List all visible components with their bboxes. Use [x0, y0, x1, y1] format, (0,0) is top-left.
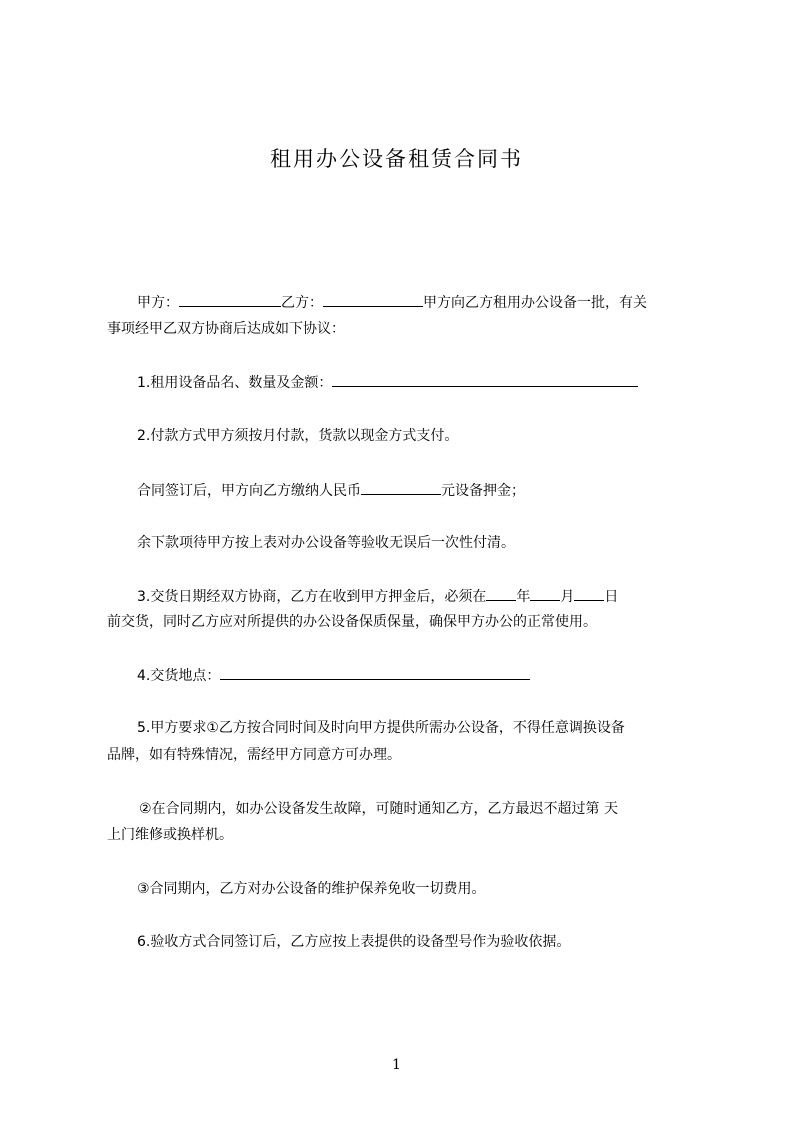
item-1-blank — [332, 372, 638, 387]
day-blank — [574, 586, 604, 601]
item-4-label: 4.交货地点： — [137, 668, 221, 684]
item-3-text: 3.交货日期经双方协商，乙方在收到甲方押金后，必须在 — [137, 589, 487, 605]
deposit-before: 合同签订后，甲方向乙方缴纳人民币 — [137, 483, 361, 499]
clause-3: ③合同期内，乙方对办公设备的维护保养免收一切费用。 — [137, 881, 486, 897]
party-b-blank — [323, 292, 423, 307]
party-b-label: 乙方： — [281, 295, 323, 311]
item-4 — [137, 665, 530, 686]
intro-line-2: 事项经甲乙双方协商后达成如下协议： — [107, 321, 345, 337]
year-blank — [486, 586, 516, 601]
item-5-line-1: 5.甲方要求①乙方按合同时间及时向甲方提供所需办公设备，不得任意调换设备 — [137, 720, 625, 736]
month-blank — [530, 586, 560, 601]
party-a-blank — [179, 292, 281, 307]
deposit-line — [137, 480, 525, 501]
intro-text: 甲方向乙方租用办公设备一批，有关 — [423, 295, 647, 311]
item-3-line-1 — [137, 586, 618, 607]
item-6: 6.验收方式合同签订后，乙方应按上表提供的设备型号作为验收依据。 — [137, 934, 571, 950]
clause-2-line-1: ②在合同期内，如办公设备发生故障，可随时通知乙方，乙方最迟不超过第 天 — [139, 801, 618, 817]
deposit-after: 元设备押金； — [441, 483, 525, 499]
item-1-label: 1.租用设备品名、数量及金额： — [137, 375, 333, 391]
document-title: 租用办公设备租赁合同书 — [270, 147, 523, 171]
clause-2-line-2: 上门维修或换样机。 — [107, 827, 233, 843]
item-3-line-2: 前交货，同时乙方应对所提供的办公设备保质保量，确保甲方办公的正常使用。 — [107, 614, 597, 630]
month-label: 月 — [560, 589, 575, 605]
deposit-amount-blank — [361, 480, 441, 495]
day-label: 日 — [604, 589, 619, 605]
item-2: 2.付款方式甲方须按月付款，货款以现金方式支付。 — [137, 428, 459, 444]
delivery-location-blank — [220, 665, 530, 680]
year-label: 年 — [516, 589, 531, 605]
item-5-line-2: 品牌，如有特殊情况，需经甲方同意方可办理。 — [107, 747, 401, 763]
page-number: 1 — [392, 1057, 401, 1073]
item-1 — [137, 372, 638, 393]
party-a-label: 甲方： — [137, 295, 179, 311]
balance-line: 余下款项待甲方按上表对办公设备等验收无误后一次性付清。 — [137, 535, 515, 551]
intro-line-1 — [137, 292, 647, 313]
